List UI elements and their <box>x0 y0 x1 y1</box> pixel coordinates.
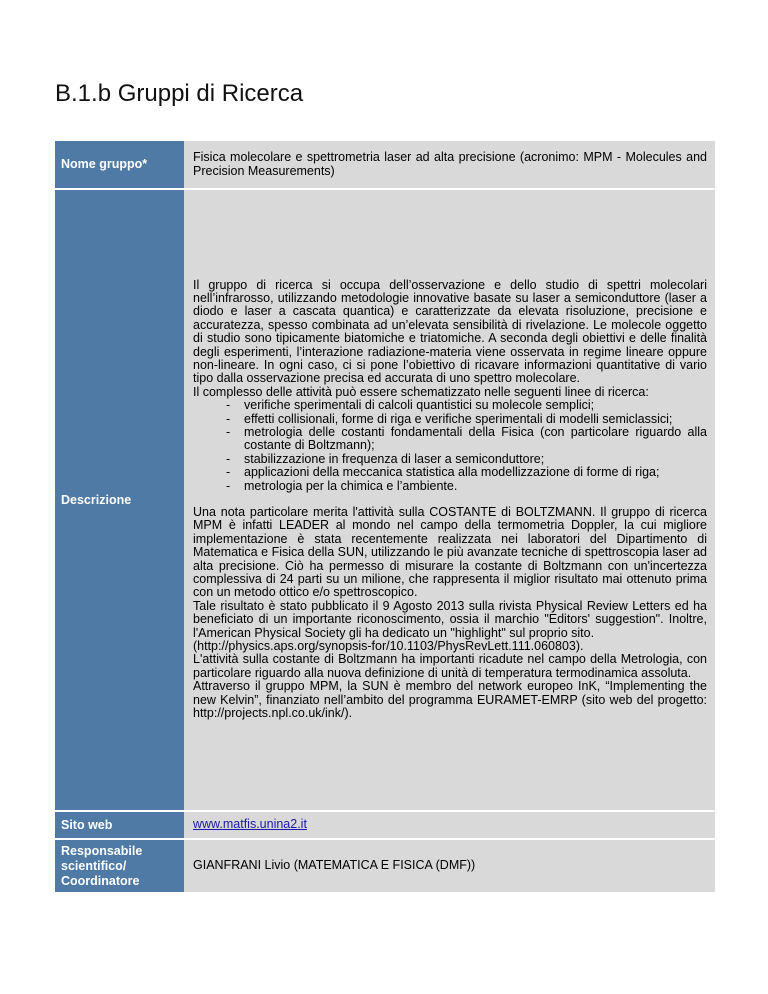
label-responsabile: Responsabile scientifico/ Coordinatore <box>55 840 184 892</box>
label-descrizione: Descrizione <box>55 190 184 810</box>
label-nome-gruppo: Nome gruppo* <box>55 141 184 188</box>
bullet-dash: - <box>226 411 231 426</box>
list-item <box>226 453 707 466</box>
list-item <box>226 480 707 493</box>
research-lines-list <box>193 399 707 493</box>
list-item-text: effetti collisionali, forme di riga e verifiche sperimentali di modelli semiclassici; <box>244 411 673 426</box>
value-sito-web <box>184 812 715 838</box>
row-sito-web <box>55 812 715 838</box>
bullet-dash: - <box>226 451 231 466</box>
publication-url: (http://physics.aps.org/synopsis-for/10.1103/PhysRevLett.111.060803). <box>193 639 584 654</box>
list-item-text: metrologia per la chimica e l’ambiente. <box>244 478 458 493</box>
publication-note: Tale risultato è stato pubblicato il 9 Agosto 2013 sulla rivista Physical Review Letters ed ha beneficiato di un importante riconoscimento, ossia il marchio "Editors' suggestion". Inoltre, l'American Physical Society gli ha dedicato un "highlight" sul proprio sito. <box>193 598 707 640</box>
row-descrizione <box>55 190 715 810</box>
bullet-dash: - <box>226 424 231 439</box>
row-nome-gruppo <box>55 141 715 188</box>
boltzmann-note: Una nota particolare merita l'attività sulla COSTANTE di BOLTZMANN. Il gruppo di ricerca MPM è infatti LEADER al mondo nel campo della termometria Doppler, la cui migliore implementazione è stata recentemente realizzata nei laboratori del Dipartimento di Matematica e Fisica della SUN, utilizzando le più avanzate tecniche di spettroscopia laser ad alta precisione. Ciò ha permesso di misurare la costante di Boltzmann con un'incertezza complessiva di 24 parti su un milione, che rappresenta il miglior risultato mai ottenuto prima con un metodo ottico e/o spettroscopico. <box>193 505 707 600</box>
list-item <box>226 413 707 426</box>
list-item <box>226 399 707 412</box>
list-item-text: stabilizzazione in frequenza di laser a semiconduttore; <box>244 451 545 466</box>
website-link[interactable]: www.matfis.unina2.it <box>193 817 307 832</box>
list-item <box>226 426 707 453</box>
list-item-text: verifiche sperimentali di calcoli quantistici su molecole semplici; <box>244 398 595 413</box>
value-responsabile: GIANFRANI Livio (MATEMATICA E FISICA (DMF)) <box>184 840 715 892</box>
bullet-dash: - <box>226 478 231 493</box>
label-sito-web: Sito web <box>55 812 184 838</box>
metrology-impact: L'attività sulla costante di Boltzmann ha importanti ricadute nel campo della Metrologia, con particolare riguardo alla nuova definizione di unità di temperatura termodinamica assoluta. <box>193 652 707 680</box>
list-item-text: metrologia delle costanti fondamentali della Fisica (con particolare riguardo alla costante di Boltzmann); <box>244 424 707 453</box>
value-descrizione <box>184 190 715 810</box>
value-nome-gruppo: Fisica molecolare e spettrometria laser ad alta precisione (acronimo: MPM - Molecules and Precision Measurements) <box>184 141 715 188</box>
row-responsabile <box>55 840 715 892</box>
research-group-table <box>55 139 715 894</box>
bullet-dash: - <box>226 465 231 480</box>
list-item <box>226 466 707 479</box>
ink-network: Attraverso il gruppo MPM, la SUN è membro del network europeo InK, “Implementing the new Kelvin”, finanziato nell’ambito del programma EURAMET-EMRP (sito web del progetto: http://projects.npl.co.uk/ink/). <box>193 679 707 721</box>
page-title: B.1.b Gruppi di Ricerca <box>55 80 304 107</box>
bullet-dash: - <box>226 398 231 413</box>
list-item-text: applicazioni della meccanica statistica alla modellizzazione di forme di riga; <box>244 465 660 480</box>
descrizione-intro: Il gruppo di ricerca si occupa dell’osservazione e dello studio di spettri molecolari nell’infrarosso, utilizzando metodologie innovative basate su laser a semiconduttore (laser a diodo e laser a cascata quantica) e caratterizzate da elevata risoluzione, precisione e accuratezza, spesso combinata ad un’elevata sensibilità di rivelazione. Le molecole oggetto di studio sono tipicamente biatomiche e triatomiche. A seconda degli obiettivi e delle finalità degli esperimenti, l’interazione radiazione-materia viene osservata in regime lineare oppure non-lineare. In ogni caso, ci si pone l’obiettivo di ricavare informazioni quantitative di vario tipo dalla osservazione precisa ed accurata di uno spettro molecolare. <box>193 277 707 386</box>
descrizione-lines-intro: Il complesso delle attività può essere schematizzato nelle seguenti linee di ricerca: <box>193 384 649 399</box>
